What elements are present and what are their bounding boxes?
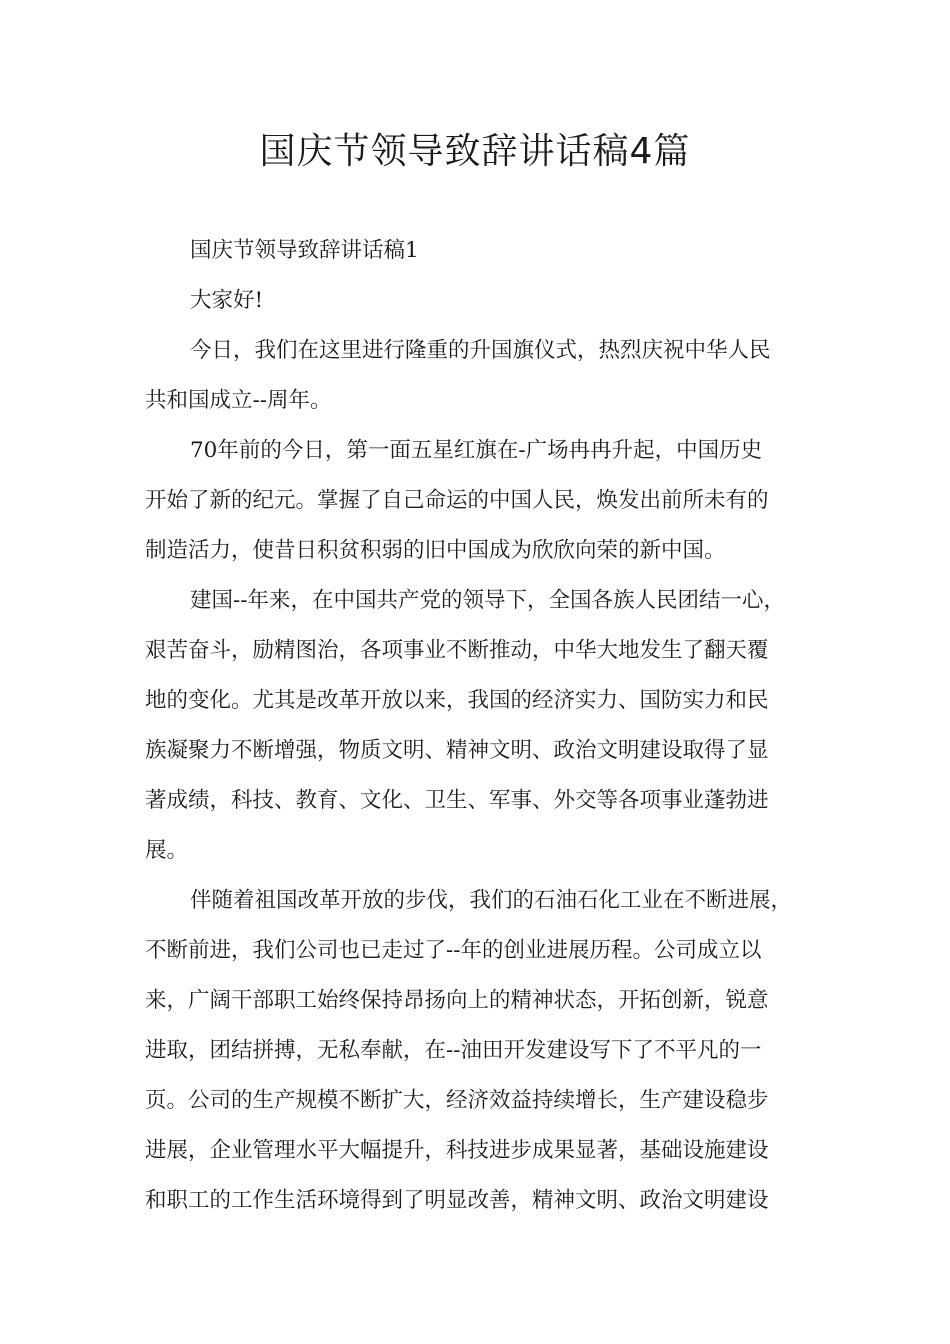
document-title: 国庆节领导致辞讲话稿4篇: [259, 131, 691, 172]
body-paragraph: 70年前的今日，第一面五星红旗在-广场冉冉升起，中国历史 开始了新的纪元。掌握了自己命运的中国人民，焕发出前所未有的 制造活力，使昔日积贫积弱的旧中国成为欣欣向荣的新中国。: [145, 438, 769, 563]
body-paragraph: 伴随着祖国改革开放的步伐，我们的石油石化工业在不断进展， 不断前进，我们公司也已走过了--年的创业进展历程。公司成立以 来，广阔干部职工始终保持昂扬向上的精神状态，开拓创新，锐意 进取，团结拼搏，无私奉献，在--油田开发建设写下了不平凡的一 页。公司的生产规模不断扩大，经济效益持续增长，生产建设稳步 进展，企业管理水平大幅提升，科技进步成果显著，基础设施建设 和职工的工作生活环境得到了明显改善，精神文明、政治文明建设: [145, 888, 793, 1213]
greeting-paragraph: 大家好!: [190, 288, 264, 313]
body-paragraph: 建国--年来，在中国共产党的领导下，全国各族人民团结一心， 艰苦奋斗，励精图治，各项事业不断推动，中华大地发生了翻天覆 地的变化。尤其是改革开放以来，我国的经济实力、国防实力和民 族凝聚力不断增强，物质文明、精神文明、政治文明建设取得了显 著成绩，科技、教育、文化、卫生、军事、外交等各项事业蓬勃进 展。: [145, 588, 786, 863]
section-heading: 国庆节领导致辞讲话稿1: [190, 238, 419, 263]
body-paragraph: 今日，我们在这里进行隆重的升国旗仪式，热烈庆祝中华人民 共和国成立--周年。: [145, 338, 771, 413]
document-body: [145, 226, 813, 1226]
